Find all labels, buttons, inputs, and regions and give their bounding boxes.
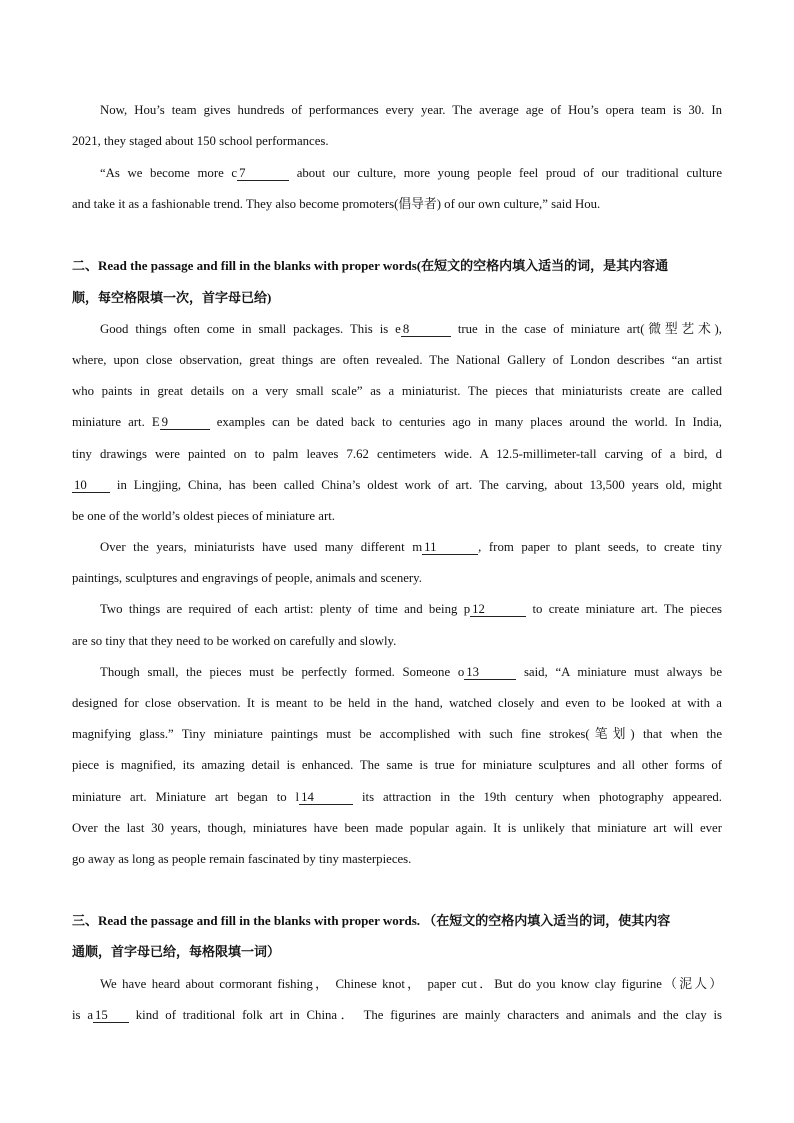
answer-blank-7[interactable]: 7: [237, 166, 289, 181]
paragraph-line: Two things are required of each artist: plenty of time and being p 12 to create miniature art. The pieces: [100, 602, 722, 616]
paragraph-line: miniature art. Miniature art began to l 14 its attraction in the 19th century when photography appeared.: [72, 790, 722, 804]
paragraph-line: go away as long as people remain fascinated by tiny masterpieces.: [72, 852, 412, 866]
answer-blank-12[interactable]: 12: [470, 602, 526, 617]
answer-blank-13[interactable]: 13: [464, 665, 516, 680]
paragraph-line: be one of the world’s oldest pieces of miniature art.: [72, 509, 335, 523]
answer-blank-14[interactable]: 14: [299, 790, 353, 805]
paragraph-line: are so tiny that they need to be worked on carefully and slowly.: [72, 634, 397, 648]
section-heading-2-cont: 顺，每空格限填一次，首字母已给): [72, 290, 272, 305]
paragraph-line: where, upon close observation, great things are often revealed. The National Gallery of London describes “an artist: [72, 353, 722, 367]
paragraph-line: magnifying glass.” Tiny miniature paintings must be accomplished with such fine strokes(笔划) that when the: [72, 727, 722, 741]
paragraph-line: miniature art. E 9 examples can be dated back to centuries ago in many places around the world. In India,: [72, 415, 722, 429]
paragraph-line: Over the years, miniaturists have used many different m 11 , from paper to plant seeds, to create tiny: [100, 540, 722, 554]
paragraph-line: Though small, the pieces must be perfectly formed. Someone o 13 said, “A miniature must always be: [100, 665, 723, 679]
paragraph-line: 2021, they staged about 150 school performances.: [72, 134, 329, 148]
answer-blank-10[interactable]: 10: [72, 478, 110, 493]
paragraph-line: “As we become more c 7 about our culture, more young people feel proud of our traditional culture: [100, 166, 722, 180]
section-heading-2: 二、Read the passage and fill in the blanks with proper words(在短文的空格内填入适当的词，是其内容通: [72, 258, 669, 273]
paragraph-line: Good things often come in small packages. This is e 8 true in the case of miniature art(微型艺术),: [100, 322, 722, 336]
paragraph-line: We have heard about cormorant fishing， Chinese knot， paper cut．But do you know clay figurine（泥人）: [100, 977, 722, 991]
section-heading-3-cont: 通顺，首字母已给，每格限填一词）: [72, 944, 281, 959]
paragraph-line: and take it as a fashionable trend. They also become promoters(倡导者) of our own culture,” said Hou.: [72, 197, 601, 211]
paragraph-line: 10 in Lingjing, China, has been called China’s oldest work of art. The carving, about 13,500 years old, might: [74, 478, 722, 492]
answer-blank-15[interactable]: 15: [93, 1008, 129, 1023]
paragraph-line: is a 15 kind of traditional folk art in China． The figurines are mainly characters and animals and the clay is: [72, 1008, 722, 1022]
paragraph-line: piece is magnified, its amazing detail is enhanced. The same is true for miniature sculptures and all other forms of: [72, 758, 722, 772]
paragraph-line: paintings, sculptures and engravings of people, animals and scenery.: [72, 571, 422, 585]
paragraph-line: Now, Hou’s team gives hundreds of performances every year. The average age of Hou’s opera team is 30. In: [100, 103, 722, 117]
paragraph-line: who paints in great details on a very small scale” as a miniaturist. The pieces that miniaturists create are called: [72, 384, 722, 398]
answer-blank-9[interactable]: 9: [160, 415, 210, 430]
paragraph-line: designed for close observation. It is meant to be held in the hand, watched closely and even to be looked at with a: [72, 696, 722, 710]
section-heading-3: 三、Read the passage and fill in the blanks with proper words. （在短文的空格内填入适当的词，使其内容: [72, 913, 671, 928]
answer-blank-11[interactable]: 11: [422, 540, 478, 555]
paragraph-line: tiny drawings were painted on to palm leaves 7.62 centimeters wide. A 12.5-millimeter-tall carving of a bird, d: [72, 447, 722, 461]
answer-blank-8[interactable]: 8: [401, 322, 451, 337]
paragraph-line: Over the last 30 years, though, miniatures have been made popular again. It is unlikely that miniature art will ever: [72, 821, 722, 835]
